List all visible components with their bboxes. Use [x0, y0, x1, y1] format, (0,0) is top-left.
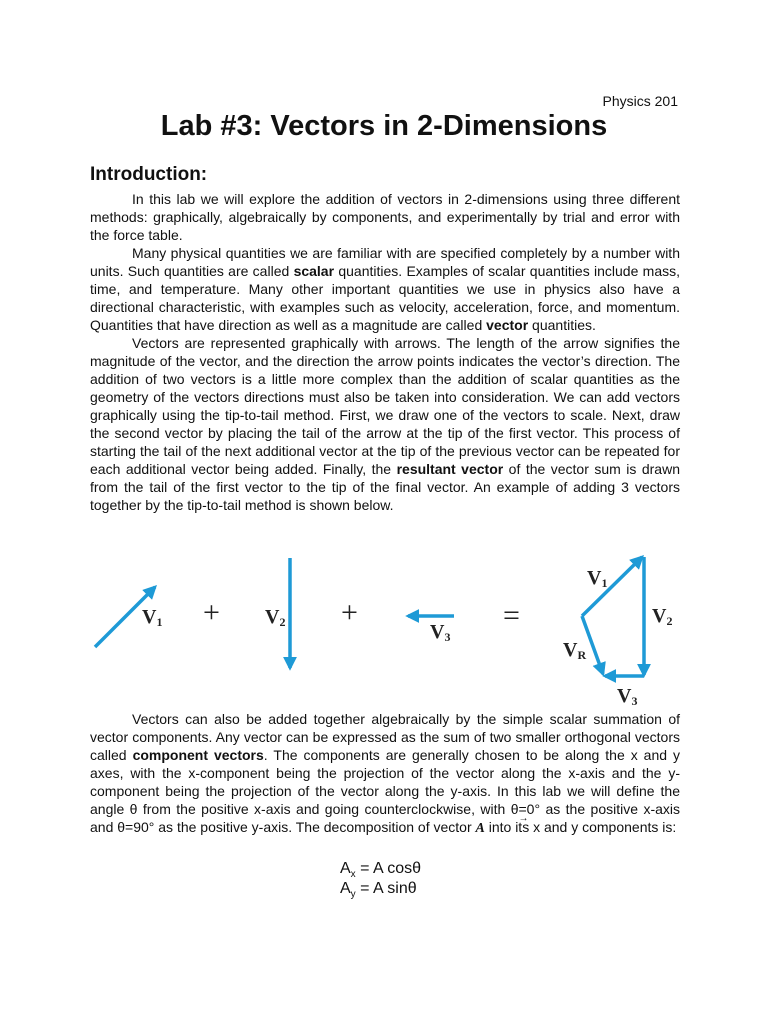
p3-text-a: Vectors are represented graphically with arrows. The length of the arrow signifies the magnitude of the vector, and the direction the arrow points indicates the vector’s direction. The addition of two vectors is a little more complex than the addition of scalar quantities as the geometry of the vectors directions must also be taken into consideration. We can add vectors graphically using the tip-to-tail method. First, we draw one of the vectors to scale. Next, draw the second vector by placing the tail of the arrow at the tip of the first vector. This process of starting the tail of the next additional vector at the tip of the previous vector can be repeated for each additional vector being added. Finally, the	[90, 335, 680, 477]
label-sum-v3: V3	[617, 685, 638, 708]
course-label: Physics 201	[602, 93, 678, 109]
intro-body	[90, 190, 680, 514]
label-resultant: VR	[563, 639, 587, 662]
equation-ay: $A_y = A$ sinθ	[340, 880, 417, 901]
page-title: Lab #3: Vectors in 2-Dimensions	[160, 110, 608, 142]
plus-sign-2: +	[341, 596, 358, 629]
term-component-vectors: component vectors	[132, 747, 264, 763]
paragraph-4	[90, 710, 680, 838]
label-v1: V1	[142, 606, 163, 629]
p2-text-b: quantities. Examples of scalar quantities include mass, time, and temperature. Many other important quantities we use in physics also have a directional characteristic, with examples such as velocity, acceleration, force, and momentum. Quantities that have direction as well as a magnitude are called	[90, 263, 680, 333]
p2-text-c: quantities.	[528, 317, 596, 333]
p4-text-a: Vectors can also be added together algebraically by the simple scalar summation of vector components. Any vector can be expressed as the sum of two smaller orthogonal vectors called	[90, 711, 680, 763]
term-scalar: scalar	[293, 263, 335, 279]
vector-a-symbol: → A	[476, 821, 485, 836]
p4-text-b: . The components are generally chosen to be along the x and y axes, with the x-component being the projection of the vector along the x-axis and the y-component being the projection of the vector along the y-axis. In this lab we will define the angle θ from the positive x-axis and going counterclockwise, with θ=0° as the positive x-axis and θ=90° as the positive y-axis. The decomposition of vector	[90, 747, 681, 835]
term-vector: vector	[486, 317, 529, 333]
paragraph-1: In this lab we will explore the addition of vectors in 2-dimensions using three different methods: graphically, algebraically by components, and experimentally by trial and error with the force table.	[90, 191, 680, 243]
paragraph-2	[90, 244, 680, 334]
plus-sign-1: +	[203, 596, 220, 629]
vector-addition-diagram	[0, 550, 768, 710]
paragraph-3	[90, 334, 680, 514]
equals-sign: =	[503, 599, 520, 632]
label-sum-v1: V1	[587, 567, 608, 590]
p3-text-b: of the vector sum is drawn from the tail of the first vector to the tip of the final vector. An example of adding 3 vectors together by the tip-to-tail method is shown below.	[90, 461, 680, 513]
section-heading-introduction: Introduction:	[90, 164, 208, 185]
components-body	[90, 710, 680, 838]
label-sum-v2: V2	[652, 605, 673, 628]
label-v2: V2	[265, 606, 286, 629]
equation-ax: $A_x = A$ cosθ	[340, 860, 422, 881]
term-resultant-vector: resultant vector	[396, 461, 504, 477]
label-v3: V3	[430, 621, 451, 644]
arrow-resultant	[582, 616, 603, 674]
p4-text-c: into its x and y components is:	[484, 819, 677, 835]
p2-text-a: Many physical quantities we are familiar with are specified completely by a number with units. Such quantities are called	[90, 245, 680, 279]
